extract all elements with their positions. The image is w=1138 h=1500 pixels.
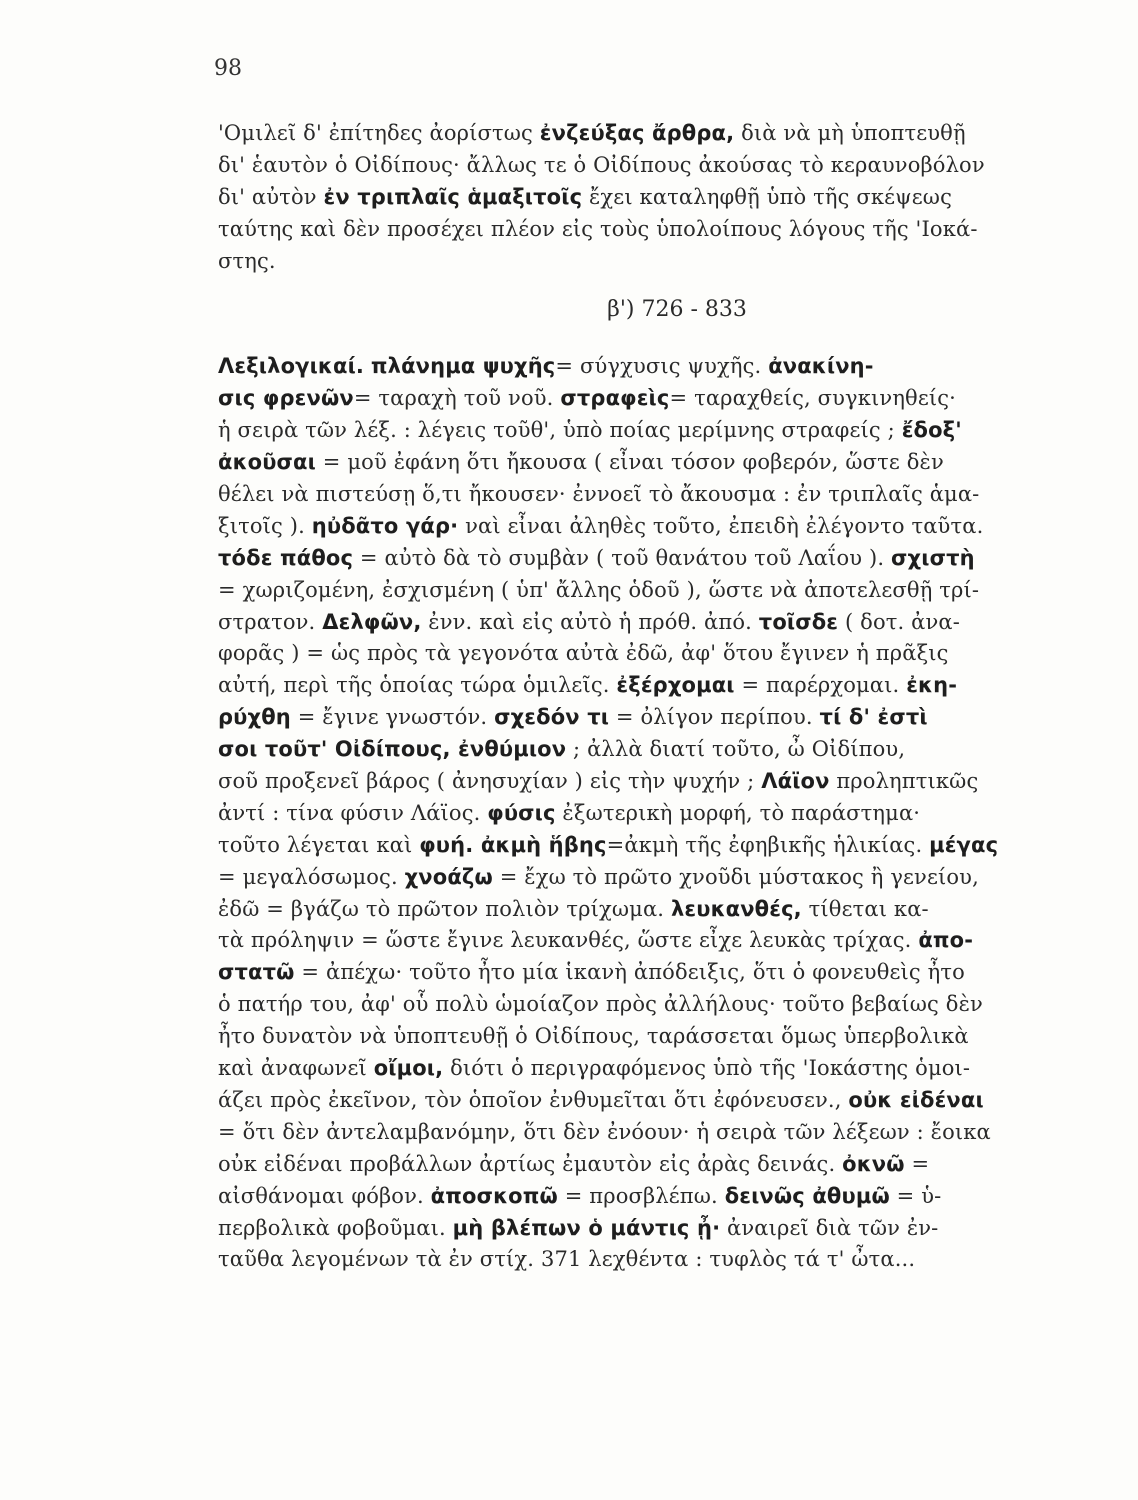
text-line — [218, 702, 1076, 734]
text-run: ἀναιρεῖ διὰ τῶν ἐν- — [720, 1215, 939, 1240]
bold-term: ἐξέρχομαι — [616, 673, 735, 698]
text-line — [218, 351, 1076, 383]
text-line — [218, 798, 1076, 830]
text-run: προληπτικῶς — [829, 769, 979, 794]
text-run: = ὑ- — [889, 1183, 942, 1208]
text-run: ἡ σειρὰ τῶν λέξ. : λέγεις τοῦθ', ὑπὸ ποίας μερίμνης στραφείς ; — [218, 418, 902, 443]
bold-term: λευκανθές, — [670, 896, 802, 921]
text-run: = προσβλέπω. — [557, 1183, 725, 1208]
bold-term: ὀκνῶ — [842, 1151, 905, 1176]
bold-term: σοι τοῦτ' Οἰδίπους, ἐνθύμιον — [218, 737, 567, 762]
text-run: = μοῦ ἐφάνη ὅτι ἤκουσα ( εἶναι τόσον φοβερόν, ὥστε δὲν — [315, 450, 944, 475]
text-line — [218, 1117, 1076, 1149]
text-run: καὶ ἀναφωνεῖ — [218, 1056, 374, 1081]
text-run: ναὶ εἶναι ἀληθὲς τοῦτο, ἐπειδὴ ἐλέγοντο ταῦτα. — [458, 513, 984, 538]
bold-term: ἔδοξ' — [901, 418, 962, 443]
bold-term: χνοάζω — [404, 864, 493, 889]
text-run: = ταραχθείς, συγκινηθείς· — [669, 386, 956, 411]
text-run: αὐτή, περὶ τῆς ὁποίας τώρα ὁμιλεῖς. — [218, 673, 617, 698]
text-line — [218, 670, 1076, 702]
text-run: διότι ὁ περιγραφόμενος ὑπὸ τῆς 'Ιοκάστης ὁμοι- — [443, 1056, 971, 1081]
bold-term: πλάνημα ψυχῆς — [370, 354, 556, 379]
text-run: θέλει νὰ πιστεύσῃ ὅ,τι ἤκουσεν· ἐννοεῖ τὸ ἄκουσμα : ἐν τριπλαῖς ἁμα- — [218, 482, 980, 507]
bold-term: ἀνακίνη- — [768, 354, 874, 379]
bold-term: ἀπο- — [918, 928, 974, 953]
text-line — [218, 957, 1076, 989]
bold-term: Λάϊον — [761, 769, 830, 794]
text-run: = χωριζομένη, ἐσχισμένη ( ὑπ' ἄλλης ὁδοῦ ), ὥστε νὰ ἀποτελεσθῇ τρί- — [218, 577, 980, 602]
text-run: ( δοτ. ἀνα- — [838, 609, 960, 634]
text-run — [364, 354, 371, 378]
text-block — [218, 118, 1076, 1276]
bold-term: ἐκη- — [906, 673, 958, 698]
bold-term: Δελφῶν, — [322, 609, 422, 634]
bold-term: φύσις — [487, 800, 556, 825]
bold-term: δεινῶς ἀθυμῶ — [724, 1183, 890, 1208]
text-line — [218, 511, 1076, 543]
bold-term: οἴμοι, — [373, 1056, 444, 1081]
text-line — [218, 246, 1076, 278]
text-run: = ἀπέχω· τοῦτο ἦτο μία ἱκανὴ ἀπόδειξις, ὅτι ὁ φονευθεὶς ἦτο — [294, 960, 965, 985]
text-run: άζει πρὸς ἐκεῖνον, τὸν ὁποῖον ἐνθυμεῖται ὅτι ἐφόνευσεν., — [218, 1087, 849, 1112]
text-line — [218, 607, 1076, 639]
text-line — [218, 1213, 1076, 1245]
text-run: σοῦ προξενεῖ βάρος ( ἀνησυχίαν ) εἰς τὴν ψυχήν ; — [218, 769, 762, 794]
bold-term: οὐκ εἰδέναι — [848, 1087, 984, 1112]
text-run: = — [904, 1151, 930, 1176]
bold-term: ἐν τριπλαῖς ἁμαξιτοῖς — [323, 184, 583, 209]
text-run: τίθεται κα- — [801, 896, 929, 921]
intro-paragraph — [218, 118, 1076, 277]
text-run: δι' αὐτὸν — [218, 184, 324, 209]
page-number: 98 — [214, 56, 242, 81]
spacer — [218, 343, 1076, 351]
text-run: 'Ομιλεῖ δ' ἐπίτηδες ἀορίστως — [218, 121, 540, 145]
vocabulary-paragraph — [218, 351, 1076, 1276]
bold-term: ρύχθη — [218, 705, 291, 730]
text-line — [218, 989, 1076, 1021]
text-run: αἰσθάνομαι φόβον. — [218, 1183, 431, 1208]
text-line — [218, 830, 1076, 862]
text-run: ταύτης καὶ δὲν προσέχει πλέον εἰς τοὺς ὑπολοίπους λόγους τῆς 'Ιοκά- — [218, 216, 978, 241]
bold-term: σις φρενῶν — [218, 386, 354, 411]
bold-term: τόδε πάθος — [218, 545, 354, 570]
text-line — [218, 1053, 1076, 1085]
text-run: = ἔγινε γνωστόν. — [290, 705, 495, 730]
bold-term: σχιστὴ — [891, 545, 975, 570]
text-run: ταῦθα λεγομένων τὰ ἐν στίχ. 371 λεχθέντα : τυφλὸς τά τ' ὦτα... — [218, 1247, 916, 1272]
text-run: τοῦτο λέγεται καὶ — [218, 832, 420, 857]
text-line — [218, 1021, 1076, 1053]
text-run: ἐνν. καὶ εἰς αὐτὸ ἡ πρόθ. ἀπό. — [421, 609, 759, 634]
text-run: = ὀλίγον περίπου. — [609, 705, 820, 730]
bold-term: μέγας — [929, 832, 999, 857]
text-line — [218, 862, 1076, 894]
text-run: = ἔχω τὸ πρῶτο χνοῦδι μύστακος ἢ γενείου, — [492, 864, 979, 889]
text-run: = ταραχὴ τοῦ νοῦ. — [353, 386, 561, 411]
text-run: διὰ νὰ μὴ ὑποπτευθῇ — [734, 121, 966, 145]
text-run: φορᾶς ) = ὡς πρὸς τὰ γεγονότα αὐτὰ ἐδῶ, ἀφ' ὅτου ἔγινεν ἡ πρᾶξις — [218, 641, 949, 666]
text-line — [218, 1085, 1076, 1117]
text-run: = μεγαλόσωμος. — [218, 864, 405, 889]
text-run: περβολικὰ φοβοῦμαι. — [218, 1215, 453, 1240]
bold-term: στραφεὶς — [560, 386, 670, 411]
text-line — [218, 150, 1076, 182]
text-run: ἐδῶ = βγάζω τὸ πρῶτον πολιὸν τρίχωμα. — [218, 896, 671, 921]
text-line — [218, 734, 1076, 766]
text-run: = σύγχυσις ψυχῆς. — [555, 354, 769, 379]
text-line — [218, 894, 1076, 926]
text-line — [218, 1181, 1076, 1213]
text-run: = ὅτι δὲν ἀντελαμβανόμην, ὅτι δὲν ἐνόουν· ἡ σειρὰ τῶν λέξεων : ἔοικα — [218, 1119, 991, 1144]
text-run: ὁ πατήρ του, ἀφ' οὗ πολὺ ὡμοίαζον πρὸς ἀλλήλους· τοῦτο βεβαίως δὲν — [218, 992, 983, 1017]
bold-term: φυή. ἀκμὴ ἥβης — [419, 832, 607, 857]
text-run: ἀντί : τίνα φύσιν Λάϊος. — [218, 800, 488, 825]
text-run: στης. — [218, 248, 276, 273]
text-line — [218, 575, 1076, 607]
text-line — [218, 415, 1076, 447]
text-run: = παρέρχομαι. — [734, 673, 907, 698]
bold-term: ἀποσκοπῶ — [430, 1183, 558, 1208]
text-line — [218, 118, 1076, 150]
bold-term: στατῶ — [218, 960, 295, 985]
text-run: ἔχει καταληφθῇ ὑπὸ τῆς σκέψεως — [582, 184, 952, 209]
text-run: ξιτοῖς ). — [218, 513, 312, 538]
bold-term: μὴ βλέπων ὁ μάντις ᾖ· — [452, 1215, 721, 1240]
text-line — [218, 1149, 1076, 1181]
text-line — [218, 925, 1076, 957]
text-run: τὰ πρόληψιν = ὥστε ἔγινε λευκανθές, ὥστε εἶχε λευκὰς τρίχας. — [218, 928, 919, 953]
text-run: ; ἀλλὰ διατί τοῦτο, ὦ Οἰδίπου, — [566, 737, 906, 762]
bold-term: τοῖσδε — [758, 609, 839, 634]
bold-term: ἐνζεύξας ἄρθρα, — [539, 121, 735, 145]
text-run: δι' ἑαυτὸν ὁ Οἰδίπους· ἄλλως τε ὁ Οἰδίπους ἀκούσας τὸ κεραυνοβόλον — [218, 152, 985, 177]
text-line — [218, 766, 1076, 798]
text-line — [218, 638, 1076, 670]
section-heading: β') 726 - 833 — [607, 297, 747, 323]
text-line — [218, 447, 1076, 479]
text-line — [218, 543, 1076, 575]
bold-term: τί δ' ἐστὶ — [819, 705, 928, 730]
text-run: στρατον. — [218, 609, 323, 634]
text-line — [218, 479, 1076, 511]
text-run: οὐκ εἰδέναι προβάλλων ἀρτίως ἐμαυτὸν εἰς ἀρὰς δεινάς. — [218, 1151, 843, 1176]
bold-term: σχεδόν τι — [494, 705, 610, 730]
text-line — [218, 214, 1076, 246]
bold-term: ἀκοῦσαι — [218, 450, 316, 475]
text-line — [218, 1244, 1076, 1276]
bold-term: ηὐδᾶτο γάρ· — [311, 513, 459, 538]
text-run: =ἀκμὴ τῆς ἐφηβικῆς ἡλικίας. — [606, 832, 930, 857]
text-run: ἦτο δυνατὸν νὰ ὑποπτευθῇ ὁ Οἰδίπους, ταράσσεται ὅμως ὑπερβολικὰ — [218, 1024, 969, 1049]
text-run: ἐξωτερικὴ μορφή, τὸ παράστημα· — [555, 800, 921, 825]
text-line — [218, 383, 1076, 415]
text-line — [218, 182, 1076, 214]
bold-term: Λεξιλογικαί. — [218, 354, 365, 379]
text-run: = αὐτὸ δὰ τὸ συμβὰν ( τοῦ θανάτου τοῦ Λαΐου ). — [353, 545, 892, 570]
